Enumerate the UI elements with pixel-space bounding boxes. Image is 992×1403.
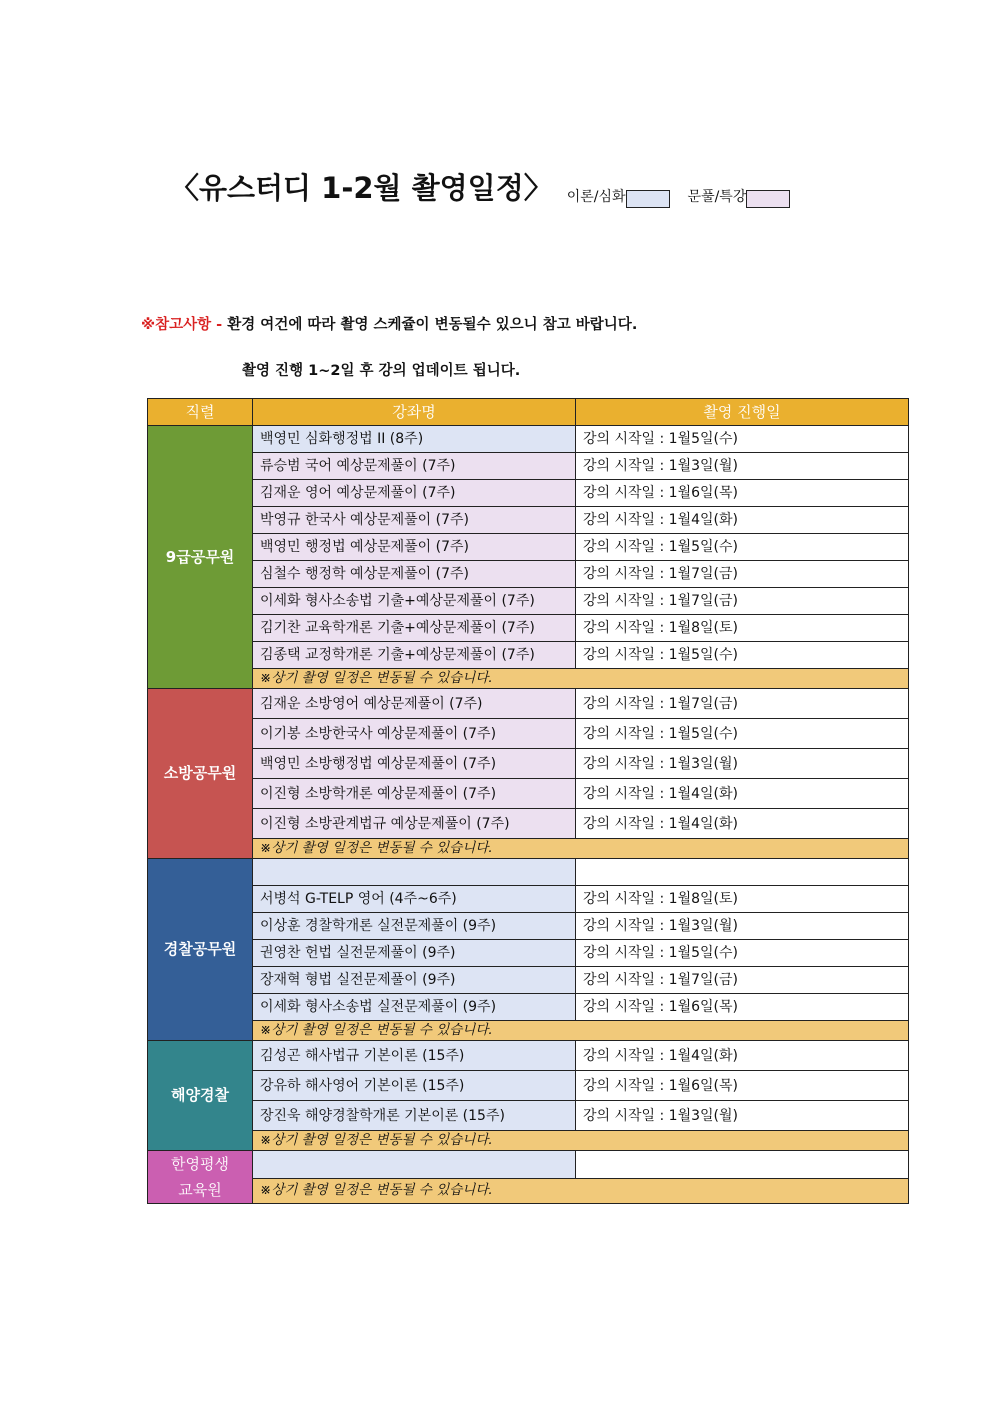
- date-cell: 강의 시작일 : 1월3일(월): [576, 913, 909, 940]
- schedule-table: [147, 398, 909, 1204]
- date-cell: 강의 시작일 : 1월8일(토): [576, 615, 909, 642]
- course-cell: 이상훈 경찰학개론 실전문제풀이 (9주): [253, 913, 576, 940]
- table-row: [148, 453, 909, 480]
- header-course: 강좌명: [253, 399, 576, 426]
- course-cell: 김성곤 해사법규 기본이론 (15주): [253, 1041, 576, 1071]
- legend-swatch-theory: [626, 190, 670, 208]
- header-date: 촬영 진행일: [576, 399, 909, 426]
- table-row: [148, 426, 909, 453]
- legend-swatch-problem: [746, 190, 790, 208]
- date-cell: 강의 시작일 : 1월5일(수): [576, 940, 909, 967]
- table-row: [148, 1151, 909, 1179]
- table-row: [148, 689, 909, 719]
- course-cell: 장진욱 해양경찰학개론 기본이론 (15주): [253, 1101, 576, 1131]
- table-row: [148, 1071, 909, 1101]
- date-cell: 강의 시작일 : 1월3일(월): [576, 453, 909, 480]
- date-cell: 강의 시작일 : 1월8일(토): [576, 886, 909, 913]
- legend-label-problem: 문풀/특강: [687, 189, 747, 205]
- course-cell: 김종택 교정학개론 기출+예상문제풀이 (7주): [253, 642, 576, 669]
- table-row: [148, 1101, 909, 1131]
- date-cell: 강의 시작일 : 1월5일(수): [576, 719, 909, 749]
- date-cell: 강의 시작일 : 1월6일(목): [576, 1071, 909, 1101]
- course-cell: 김재운 영어 예상문제풀이 (7주): [253, 480, 576, 507]
- schedule-change-note: ※상기 촬영 일정은 변동될 수 있습니다.: [253, 669, 909, 689]
- note-row: [148, 1178, 909, 1203]
- update-note: 촬영 진행 1~2일 후 강의 업데이트 됩니다.: [242, 363, 521, 379]
- date-cell: 강의 시작일 : 1월3일(월): [576, 1101, 909, 1131]
- course-cell: 박영규 한국사 예상문제풀이 (7주): [253, 507, 576, 534]
- table-row: [148, 561, 909, 588]
- table-row: [148, 940, 909, 967]
- note-row: [148, 1131, 909, 1151]
- table-row: [148, 480, 909, 507]
- group-police: 경찰공무원: [148, 859, 253, 1041]
- table-row: [148, 719, 909, 749]
- schedule-change-note: ※상기 촬영 일정은 변동될 수 있습니다.: [253, 1178, 909, 1203]
- table-row: [148, 994, 909, 1021]
- reference-note-text: 환경 여건에 따라 촬영 스케쥴이 변동될수 있으니 참고 바랍니다.: [227, 317, 638, 333]
- course-cell: [253, 859, 576, 886]
- table-row: [148, 967, 909, 994]
- date-cell: 강의 시작일 : 1월3일(월): [576, 749, 909, 779]
- date-cell: 강의 시작일 : 1월6일(목): [576, 480, 909, 507]
- date-cell: [576, 859, 909, 886]
- date-cell: 강의 시작일 : 1월5일(수): [576, 426, 909, 453]
- course-cell: 서병석 G-TELP 영어 (4주~6주): [253, 886, 576, 913]
- date-cell: 강의 시작일 : 1월7일(금): [576, 561, 909, 588]
- table-row: [148, 809, 909, 839]
- page-title: 〈유스터디 1-2월 촬영일정〉: [170, 171, 553, 205]
- date-cell: 강의 시작일 : 1월4일(화): [576, 779, 909, 809]
- reference-note-prefix: ※참고사항 -: [141, 317, 228, 333]
- header-category: 직렬: [148, 399, 253, 426]
- date-cell: 강의 시작일 : 1월7일(금): [576, 588, 909, 615]
- date-cell: 강의 시작일 : 1월4일(화): [576, 809, 909, 839]
- table-row: [148, 886, 909, 913]
- course-cell: 이기봉 소방한국사 예상문제풀이 (7주): [253, 719, 576, 749]
- table-header-row: [148, 399, 909, 426]
- date-cell: 강의 시작일 : 1월6일(목): [576, 994, 909, 1021]
- group-9grade: 9급공무원: [148, 426, 253, 689]
- course-cell: 심철수 행정학 예상문제풀이 (7주): [253, 561, 576, 588]
- course-cell: 이진형 소방학개론 예상문제풀이 (7주): [253, 779, 576, 809]
- table-row: [148, 779, 909, 809]
- table-row: [148, 749, 909, 779]
- course-cell: 김기찬 교육학개론 기출+예상문제풀이 (7주): [253, 615, 576, 642]
- course-cell: 백영민 소방행정법 예상문제풀이 (7주): [253, 749, 576, 779]
- course-cell: 백영민 심화행정법 II (8주): [253, 426, 576, 453]
- group-marine-police: 해양경찰: [148, 1041, 253, 1151]
- table-row: [148, 507, 909, 534]
- reference-note: [141, 313, 637, 334]
- course-cell: 강유하 해사영어 기본이론 (15주): [253, 1071, 576, 1101]
- schedule-change-note: ※상기 촬영 일정은 변동될 수 있습니다.: [253, 839, 909, 859]
- schedule-change-note: ※상기 촬영 일정은 변동될 수 있습니다.: [253, 1021, 909, 1041]
- date-cell: 강의 시작일 : 1월5일(수): [576, 642, 909, 669]
- course-cell: 이진형 소방관계법규 예상문제풀이 (7주): [253, 809, 576, 839]
- table-row: [148, 1041, 909, 1071]
- course-cell: 이세화 형사소송법 기출+예상문제풀이 (7주): [253, 588, 576, 615]
- table-row: [148, 588, 909, 615]
- course-cell: 장재혁 형법 실전문제풀이 (9주): [253, 967, 576, 994]
- course-cell: 김재운 소방영어 예상문제풀이 (7주): [253, 689, 576, 719]
- table-row: [148, 642, 909, 669]
- note-row: [148, 669, 909, 689]
- group-hanyoung-line2: 교육원: [178, 1181, 222, 1199]
- date-cell: [576, 1151, 909, 1179]
- note-row: [148, 839, 909, 859]
- course-cell: 백영민 행정법 예상문제풀이 (7주): [253, 534, 576, 561]
- date-cell: 강의 시작일 : 1월4일(화): [576, 1041, 909, 1071]
- date-cell: 강의 시작일 : 1월7일(금): [576, 689, 909, 719]
- table-row: [148, 534, 909, 561]
- course-cell: [253, 1151, 576, 1179]
- course-cell: 이세화 형사소송법 실전문제풀이 (9주): [253, 994, 576, 1021]
- table-row: [148, 859, 909, 886]
- course-cell: 류승범 국어 예상문제풀이 (7주): [253, 453, 576, 480]
- legend-label-theory: 이론/심화: [566, 189, 626, 205]
- schedule-change-note: ※상기 촬영 일정은 변동될 수 있습니다.: [253, 1131, 909, 1151]
- group-hanyoung-line1: 한영평생: [171, 1155, 229, 1173]
- table-row: [148, 615, 909, 642]
- group-hanyoung: [148, 1151, 253, 1204]
- date-cell: 강의 시작일 : 1월4일(화): [576, 507, 909, 534]
- note-row: [148, 1021, 909, 1041]
- date-cell: 강의 시작일 : 1월7일(금): [576, 967, 909, 994]
- table-row: [148, 913, 909, 940]
- group-fire: 소방공무원: [148, 689, 253, 859]
- title-area: [170, 160, 790, 208]
- date-cell: 강의 시작일 : 1월5일(수): [576, 534, 909, 561]
- course-cell: 권영찬 헌법 실전문제풀이 (9주): [253, 940, 576, 967]
